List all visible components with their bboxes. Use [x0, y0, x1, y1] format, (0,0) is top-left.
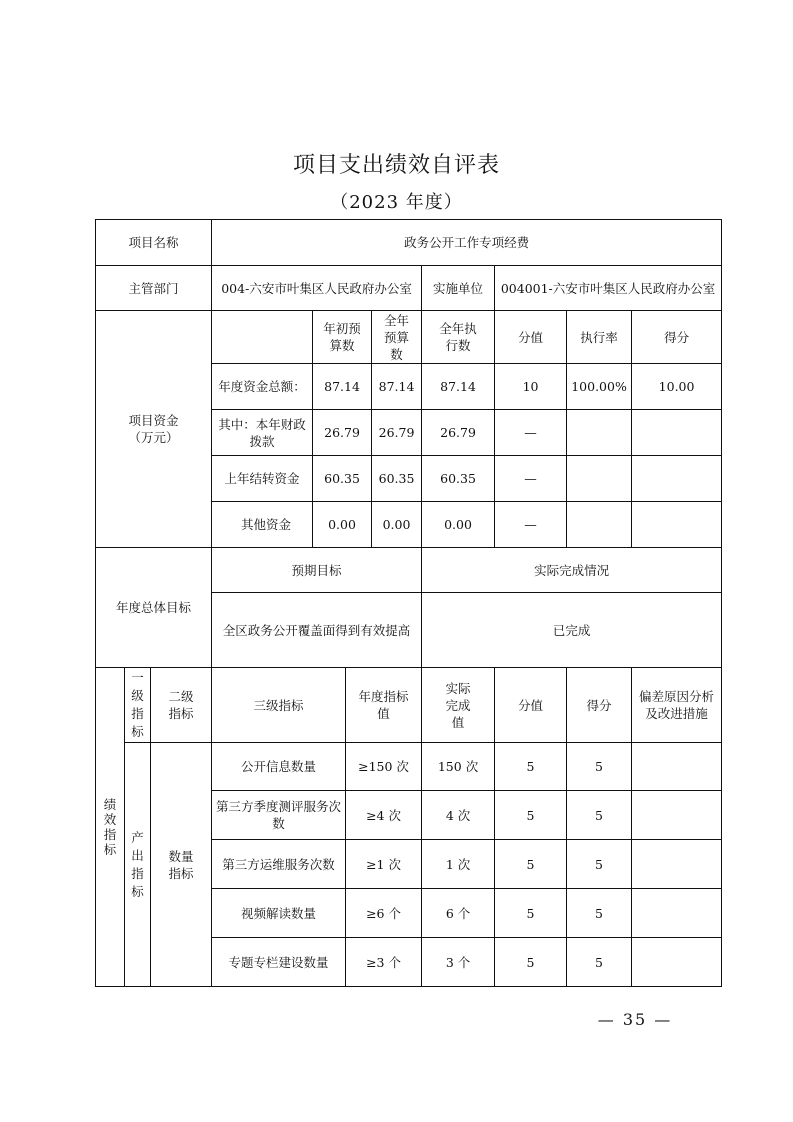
indicator-note	[632, 840, 722, 889]
funds-header-row	[96, 311, 722, 364]
fund-row-full: 26.79	[372, 410, 422, 456]
indicators-group-text: 绩效指标	[103, 796, 117, 857]
fund-row-score-value: —	[495, 456, 567, 502]
fund-row-score-value: —	[495, 410, 567, 456]
fund-row-rate	[567, 456, 632, 502]
fund-row-score	[632, 502, 722, 548]
indicators-header-row	[96, 668, 722, 743]
indicator-score-value: 5	[495, 889, 567, 938]
indicator-level1	[125, 743, 151, 987]
indicator-score: 5	[567, 840, 632, 889]
fund-row-score: 10.00	[632, 364, 722, 410]
fund-row-full: 0.00	[372, 502, 422, 548]
goals-actual-header: 实际完成情况	[422, 548, 722, 593]
indicator-name: 第三方运维服务次数	[212, 840, 346, 889]
fund-row-rate: 100.00%	[567, 364, 632, 410]
indicator-target: ≥3 个	[346, 938, 422, 987]
dept-label: 主管部门	[96, 266, 212, 311]
indicator-score: 5	[567, 743, 632, 791]
fund-row-name: 其中：本年财政拨款	[212, 410, 313, 456]
indicator-note	[632, 743, 722, 791]
indicators-header-note	[632, 668, 722, 743]
fund-row-score	[632, 410, 722, 456]
dept-value: 004-六安市叶集区人民政府办公室	[212, 266, 422, 311]
funds-header-blank	[212, 311, 313, 364]
funds-label	[96, 311, 212, 548]
funds-header-initial: 年初预算数	[313, 311, 372, 364]
indicator-score-value: 5	[495, 938, 567, 987]
indicators-header-level2-text: 二级指标	[168, 689, 194, 721]
project-name-row	[96, 220, 722, 266]
fund-row-rate	[567, 410, 632, 456]
funds-header-score-value: 分值	[495, 311, 567, 364]
indicator-level2	[151, 743, 212, 987]
fund-row-score-value: 10	[495, 364, 567, 410]
impl-value: 004001-六安市叶集区人民政府办公室	[495, 266, 722, 311]
indicators-header-score-value: 分值	[495, 668, 567, 743]
funds-header-full: 全年预算数	[372, 311, 422, 364]
indicator-target: ≥6 个	[346, 889, 422, 938]
fund-row-score-value: —	[495, 502, 567, 548]
department-row	[96, 266, 722, 311]
indicators-header-level1-text: 一级指标	[131, 670, 144, 739]
fund-row-initial: 26.79	[313, 410, 372, 456]
project-name-value: 政务公开工作专项经费	[212, 220, 722, 266]
indicators-header-level3: 三级指标	[212, 668, 346, 743]
indicators-header-level1	[125, 668, 151, 743]
funds-header-executed: 全年执行数	[422, 311, 495, 364]
indicators-header-actual-text: 实际完成值	[445, 680, 471, 730]
funds-header-rate: 执行率	[567, 311, 632, 364]
evaluation-table	[95, 219, 722, 987]
indicators-header-level2	[151, 668, 212, 743]
indicator-score: 5	[567, 938, 632, 987]
indicator-target: ≥150 次	[346, 743, 422, 791]
indicator-note	[632, 889, 722, 938]
goals-actual: 已完成	[422, 593, 722, 668]
indicator-score-value: 5	[495, 791, 567, 840]
project-name-label: 项目名称	[96, 220, 212, 266]
indicator-actual: 4 次	[422, 791, 495, 840]
indicator-level1-text: 产出指标	[131, 829, 144, 899]
goals-expected: 全区政务公开覆盖面得到有效提高	[212, 593, 422, 668]
indicators-header-target	[346, 668, 422, 743]
indicators-header-note-text: 偏差原因分析及改进措施	[639, 689, 715, 721]
fund-row-name: 年度资金总额：	[212, 364, 313, 410]
indicator-row	[96, 743, 722, 791]
indicator-name: 第三方季度测评服务次数	[212, 791, 346, 840]
fund-row-initial: 87.14	[313, 364, 372, 410]
indicator-name: 公开信息数量	[212, 743, 346, 791]
fund-row-executed: 0.00	[422, 502, 495, 548]
goals-header-row	[96, 548, 722, 593]
fund-row-executed: 60.35	[422, 456, 495, 502]
fund-row-full: 87.14	[372, 364, 422, 410]
indicators-header-target-text: 年度指标值	[358, 689, 409, 721]
funds-label-text: 项目资金（万元）	[128, 413, 179, 445]
indicator-score-value: 5	[495, 840, 567, 889]
fund-row-rate	[567, 502, 632, 548]
indicator-target: ≥4 次	[346, 791, 422, 840]
indicator-score: 5	[567, 791, 632, 840]
fund-row-name: 上年结转资金	[212, 456, 313, 502]
indicator-name: 视频解读数量	[212, 889, 346, 938]
fund-row-executed: 87.14	[422, 364, 495, 410]
indicators-group-label	[96, 668, 125, 987]
indicators-header-score: 得分	[567, 668, 632, 743]
indicators-header-actual	[422, 668, 495, 743]
goals-label: 年度总体目标	[96, 548, 212, 668]
fund-row-initial: 60.35	[313, 456, 372, 502]
indicator-actual: 150 次	[422, 743, 495, 791]
page-subtitle: （2023 年度）	[330, 192, 463, 213]
indicator-score: 5	[567, 889, 632, 938]
fund-row-executed: 26.79	[422, 410, 495, 456]
page-title: 项目支出绩效自评表	[292, 153, 500, 178]
indicator-actual: 1 次	[422, 840, 495, 889]
indicator-level2-text: 数量指标	[168, 848, 194, 881]
goals-expected-header: 预期目标	[212, 548, 422, 593]
funds-header-score: 得分	[632, 311, 722, 364]
indicator-note	[632, 938, 722, 987]
impl-label: 实施单位	[422, 266, 495, 311]
indicator-actual: 3 个	[422, 938, 495, 987]
indicator-name: 专题专栏建设数量	[212, 938, 346, 987]
page-number: — 35 —	[597, 1010, 673, 1029]
indicator-target: ≥1 次	[346, 840, 422, 889]
indicator-note	[632, 791, 722, 840]
indicator-actual: 6 个	[422, 889, 495, 938]
indicator-score-value: 5	[495, 743, 567, 791]
fund-row-initial: 0.00	[313, 502, 372, 548]
fund-row-full: 60.35	[372, 456, 422, 502]
fund-row-score	[632, 456, 722, 502]
fund-row-name: 其他资金	[212, 502, 313, 548]
